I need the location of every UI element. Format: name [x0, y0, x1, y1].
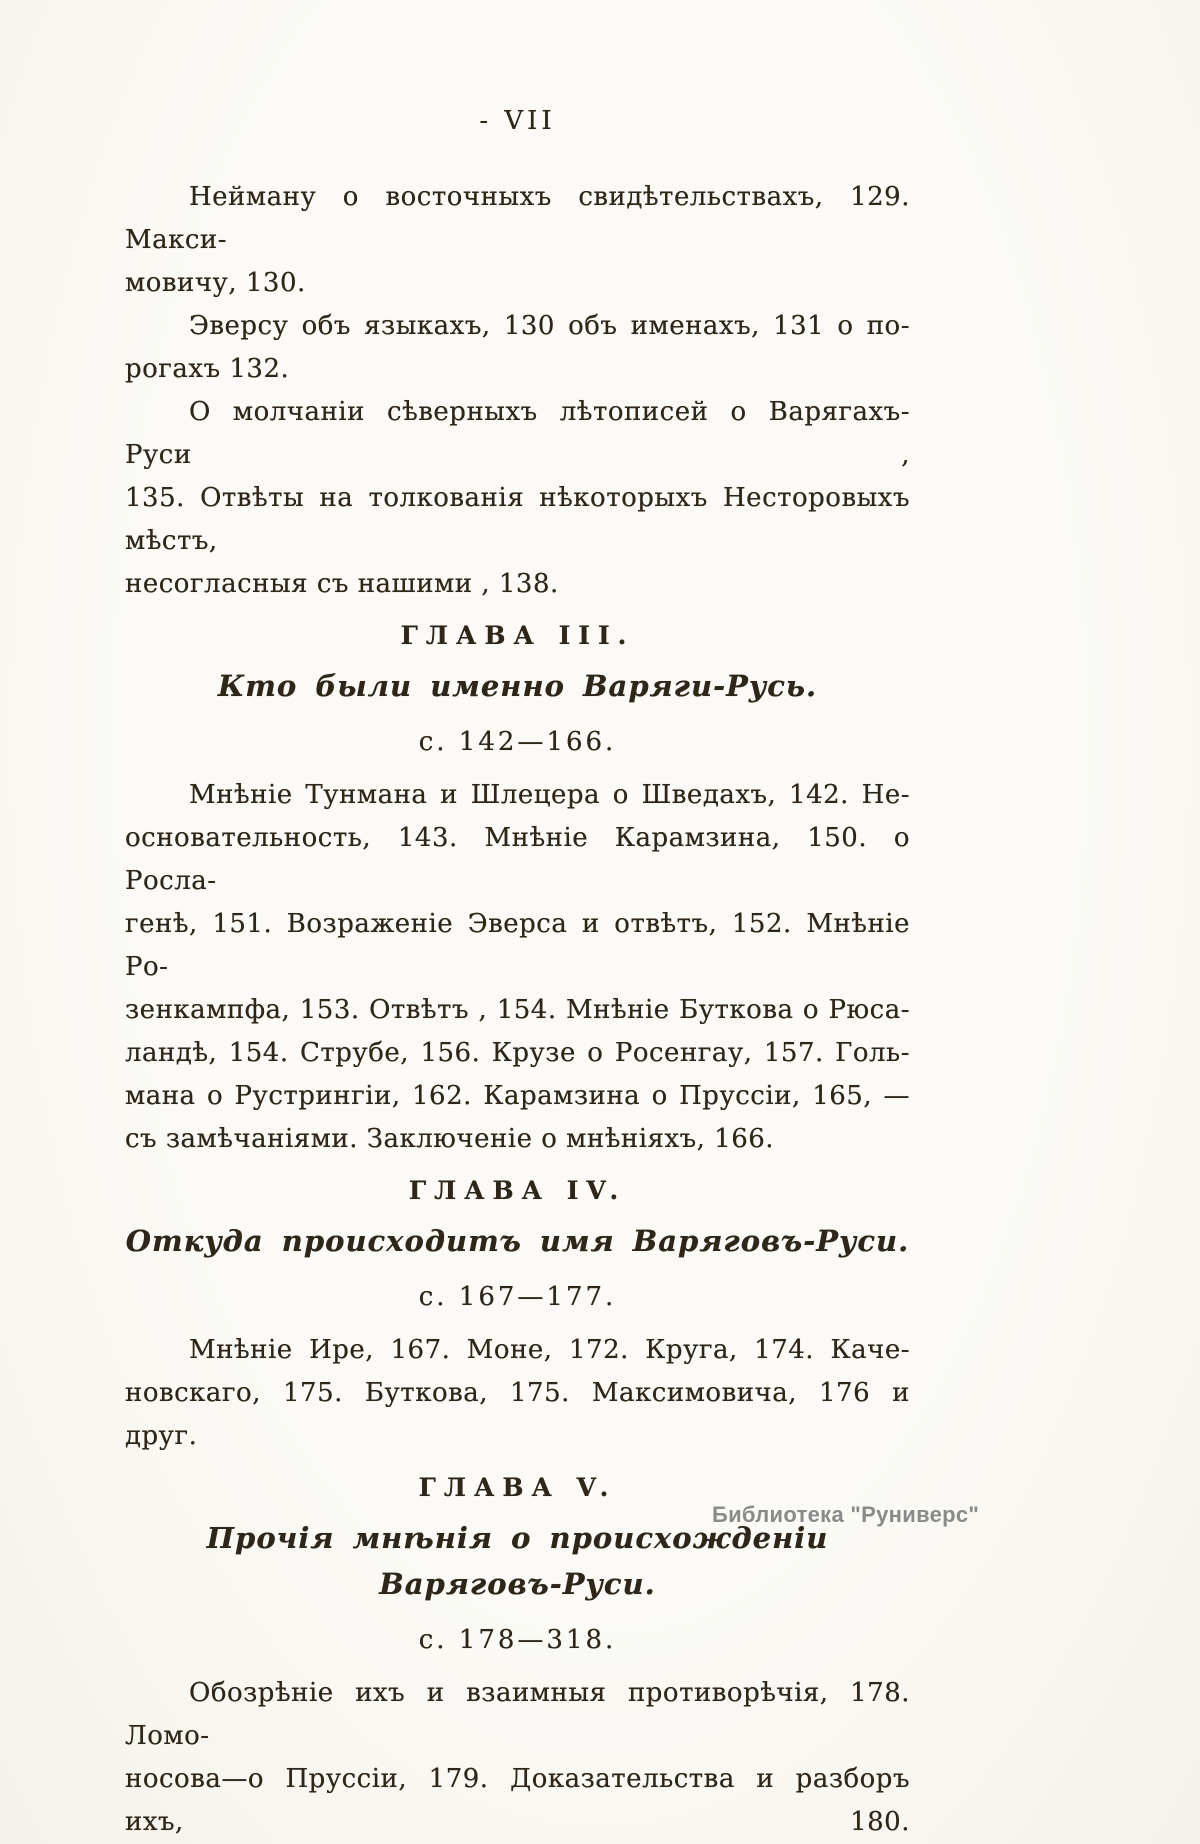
chapter-section-4 [125, 1169, 910, 1458]
toc-line: Обозрѣніе ихъ и взаимныя противорѣчія, 178. Ломо- [125, 1678, 910, 1751]
toc-line: носова—о Пруссіи, 179. Доказательства и разборъ ихъ, 180. [125, 1764, 910, 1837]
toc-line: Мнѣніе Ире, 167. Моне, 172. Круга, 174. Каче- [189, 1335, 910, 1365]
toc-paragraph [125, 176, 910, 305]
toc-line: 135. Отвѣты на толкованія нѣкоторыхъ Несторовыхъ мѣстъ, [125, 483, 910, 556]
toc-paragraph [125, 774, 910, 1161]
toc-line: новскаго, 175. Буткова, 175. Максимовича, 176 и друг. [125, 1378, 910, 1451]
toc-line: зенкампфа, 153. Отвѣтъ , 154. Мнѣніе Буткова о Рюса- [125, 995, 910, 1025]
chapter-page-range: с. 167—177. [418, 1282, 617, 1312]
toc-line: генѣ, 151. Возраженіе Эверса и отвѣтъ, 152. Мнѣніе Ро- [125, 909, 910, 982]
page-number: - VII [479, 106, 556, 136]
toc-line: О молчаніи сѣверныхъ лѣтописей о Варягахъ-Руси , [125, 397, 910, 470]
toc-line: Мнѣніе Тунмана и Шлецера о Шведахъ, 142. Не- [189, 780, 910, 810]
toc-line: несогласныя съ нашими , 138. [125, 569, 559, 599]
toc-paragraph [125, 305, 910, 391]
toc-line: Нейману о восточныхъ свидѣтельствахъ, 129. Макси- [125, 182, 910, 255]
toc-line: мана о Рустрингіи, 162. Карамзина о Пруссіи, 165, — [125, 1081, 910, 1111]
chapter-heading: ГЛАВА V. [418, 1473, 617, 1502]
chapter-title: Прочія мнѣнія о происхожденіи Варяговъ-Руси. [206, 1521, 829, 1601]
toc-line: Эверсу объ языкахъ, 130 объ именахъ, 131 о по- [189, 311, 910, 341]
chapter-heading: ГЛАВА IV. [408, 1176, 627, 1205]
table-of-contents [125, 176, 910, 1844]
chapter-page-range: с. 178—318. [418, 1625, 617, 1655]
library-watermark: Библиотека "Руниверс" [712, 1502, 980, 1527]
chapter-section-3 [125, 614, 910, 1161]
chapter-title: Откуда происходитъ имя Варяговъ-Руси. [125, 1224, 910, 1258]
toc-line: ландѣ, 154. Струбе, 156. Крузе о Росенгау, 157. Голь- [125, 1038, 910, 1068]
chapter-heading: ГЛАВА III. [400, 621, 635, 650]
chapter-title: Кто были именно Варяги-Русь. [217, 669, 818, 703]
toc-paragraph [125, 1672, 910, 1844]
toc-line: рогахъ 132. [125, 354, 290, 384]
chapter-page-range: с. 142—166. [418, 727, 617, 757]
toc-line: мовичу, 130. [125, 268, 306, 298]
toc-paragraph [125, 391, 910, 606]
toc-line: основательность, 143. Мнѣніе Карамзина, 150. о Росла- [125, 823, 910, 896]
toc-line: съ замѣчаніями. Заключеніе о мнѣніяхъ, 166. [125, 1124, 775, 1154]
toc-paragraph [125, 1329, 910, 1458]
